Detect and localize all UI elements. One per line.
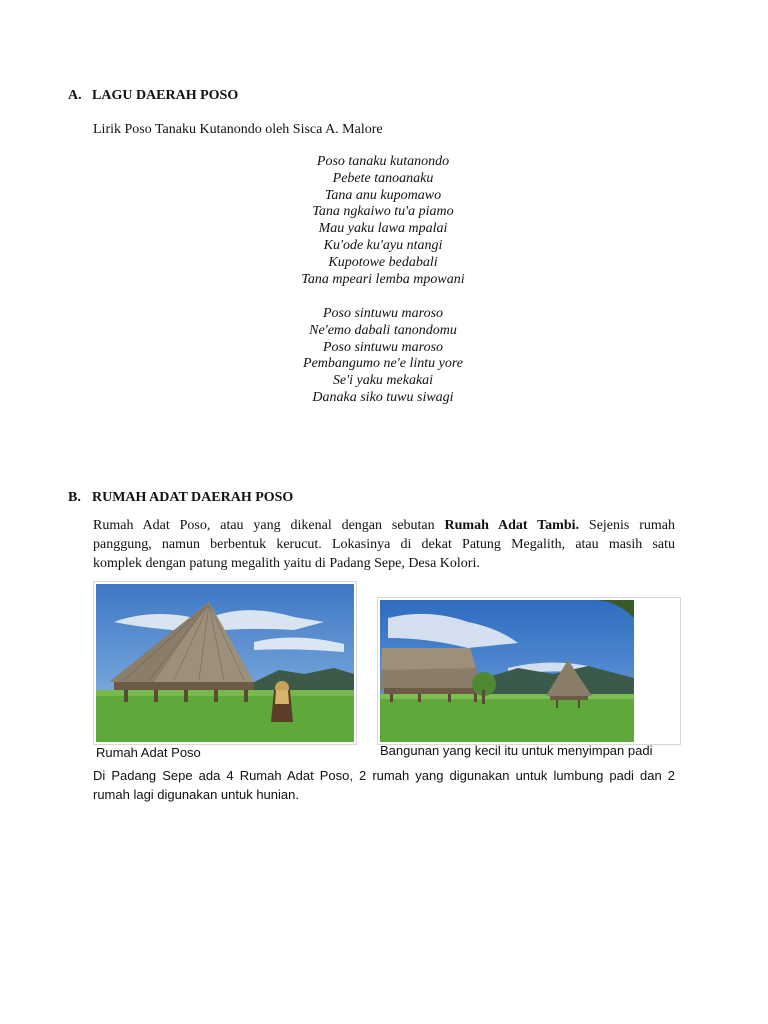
lyric-line: Poso sintuwu maroso (322, 306, 444, 321)
section-a-number: A. (68, 88, 82, 103)
lyric-line: Se'i yaku mekakai (332, 373, 434, 389)
lyrics-verse-1 (190, 154, 576, 288)
lyric-line: Pembangumo ne'e lintu yore (303, 356, 463, 372)
lyric-line: Kupotowe bedabali (328, 254, 438, 270)
photo-lumbung-padi (377, 597, 681, 745)
lyric-line: Ne'emo dabali tanondomu (309, 322, 457, 338)
paragraph-text: Rumah Adat Poso, atau yang dikenal dengan sebutan (93, 518, 435, 533)
caption-rumah-adat: Rumah Adat Poso (96, 745, 201, 760)
paragraph-line: komplek dengan patung megalith yaitu di Padang Sepe, Desa Kolori. (93, 556, 480, 571)
granary-photo-illustration (378, 598, 680, 744)
section-b-heading (68, 490, 293, 506)
photo-rumah-adat-poso (93, 581, 357, 745)
lyric-line: Tana mpeari lemba mpowani (301, 271, 465, 287)
lyrics-verse-2 (190, 306, 576, 407)
lyric-line: Poso sintuwu maroso (322, 339, 444, 355)
house-photo-illustration (94, 582, 356, 744)
lyric-line: Tana anu kupomawo (324, 187, 442, 203)
lyric-line: Tana ngkaiwo tu'a piamo (312, 204, 454, 220)
paragraph-line (93, 516, 675, 535)
lyric-line: Ku'ode ku'ayu ntangi (323, 237, 443, 253)
paragraph-line: rumah lagi digunakan untuk hunian. (93, 787, 299, 802)
lyric-line: Poso tanaku kutanondo (316, 154, 450, 169)
section-a-heading (68, 88, 238, 104)
rumah-adat-paragraph (93, 516, 675, 573)
caption-lumbung-padi: Bangunan yang kecil itu untuk menyimpan padi (380, 743, 653, 758)
lyric-line: Danaka siko tuwu siwagi (312, 389, 454, 405)
bold-term: Rumah Adat Tambi. (444, 518, 580, 533)
paragraph-line: panggung, namun berbentuk kerucut. Lokasinya di dekat Patung Megalith, atau masih satu (93, 537, 675, 552)
section-a-title: LAGU DAERAH POSO (92, 88, 239, 103)
lyric-line: Mau yaku lawa mpalai (318, 221, 448, 237)
paragraph-text: Sejenis rumah (588, 518, 675, 533)
lyric-line: Pebete tanoanaku (332, 170, 434, 186)
section-b-number: B. (68, 490, 81, 505)
padang-sepe-paragraph (93, 766, 675, 804)
paragraph-line: Di Padang Sepe ada 4 Rumah Adat Poso, 2 rumah yang digunakan untuk lumbung padi dan 2 (93, 768, 675, 783)
section-b-title: RUMAH ADAT DAERAH POSO (92, 490, 294, 505)
lyrics-intro: Lirik Poso Tanaku Kutanondo oleh Sisca A. Malore (93, 122, 383, 137)
